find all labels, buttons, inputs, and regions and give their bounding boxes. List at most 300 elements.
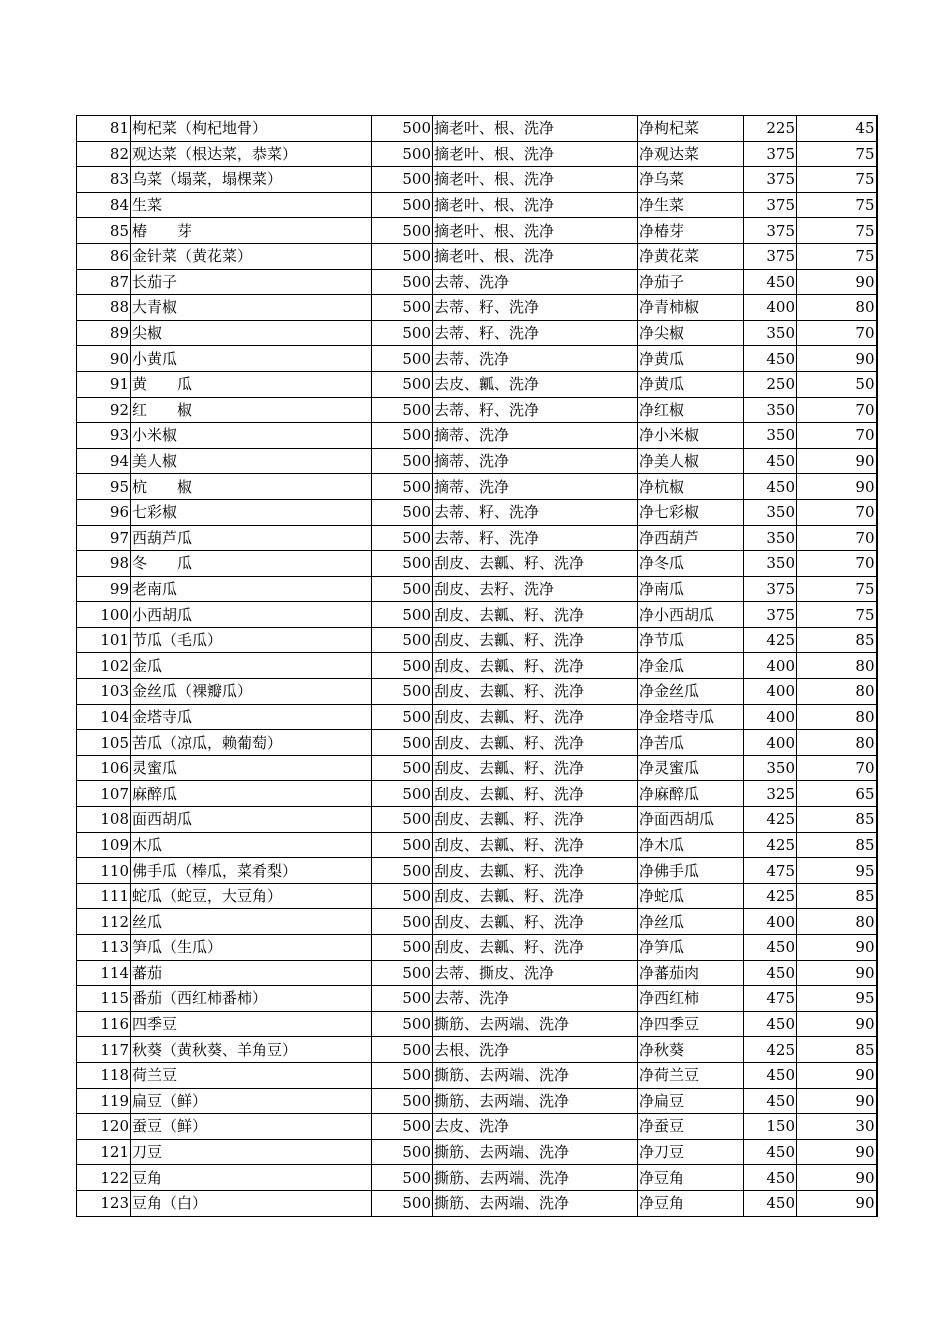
net-product-name-cell: 净小米椒 [638,423,744,449]
raw-weight-cell: 500 [372,858,433,884]
net-product-name-cell: 净冬瓜 [638,551,744,577]
net-product-name-cell: 净麻醉瓜 [638,781,744,807]
raw-weight-cell: 500 [372,653,433,679]
vegetable-name-cell: 面西胡瓜 [131,807,372,833]
yield-rate-cell: 80 [797,679,877,705]
table-row [77,346,877,372]
table-row [77,551,877,577]
vegetable-name-cell: 刀豆 [131,1139,372,1165]
raw-weight-cell: 500 [372,602,433,628]
net-weight-cell: 250 [744,371,797,397]
yield-rate-cell: 95 [797,858,877,884]
row-number-cell: 109 [77,832,131,858]
net-product-name-cell: 净杭椒 [638,474,744,500]
net-product-name-cell: 净蛇瓜 [638,883,744,909]
raw-weight-cell: 500 [372,909,433,935]
row-number-cell: 120 [77,1114,131,1140]
raw-weight-cell: 500 [372,704,433,730]
yield-rate-cell: 75 [797,192,877,218]
net-weight-cell: 375 [744,576,797,602]
row-number-cell: 96 [77,499,131,525]
net-product-name-cell: 净蚕豆 [638,1114,744,1140]
net-product-name-cell: 净黄瓜 [638,346,744,372]
yield-rate-cell: 70 [797,525,877,551]
yield-rate-cell: 80 [797,295,877,321]
table-row [77,499,877,525]
vegetable-name-cell: 乌菜（塌菜，塌棵菜） [131,167,372,193]
row-number-cell: 82 [77,141,131,167]
vegetable-name-cell: 豆角（白） [131,1190,372,1216]
processing-method-cell: 刮皮、去瓤、籽、洗净 [433,832,638,858]
processing-method-cell: 刮皮、去瓤、籽、洗净 [433,730,638,756]
net-product-name-cell: 净小西胡瓜 [638,602,744,628]
net-weight-cell: 400 [744,704,797,730]
yield-rate-cell: 80 [797,730,877,756]
net-product-name-cell: 净豆角 [638,1165,744,1191]
vegetable-name-cell: 节瓜（毛瓜） [131,627,372,653]
net-product-name-cell: 净佛手瓜 [638,858,744,884]
vegetable-name-cell: 金瓜 [131,653,372,679]
vegetable-name-cell: 豆角 [131,1165,372,1191]
processing-method-cell: 刮皮、去瓤、籽、洗净 [433,653,638,679]
vegetable-name-cell: 杭 椒 [131,474,372,500]
raw-weight-cell: 500 [372,551,433,577]
yield-rate-cell: 85 [797,832,877,858]
net-product-name-cell: 净荷兰豆 [638,1062,744,1088]
vegetable-name-cell: 金丝瓜（裸瓣瓜） [131,679,372,705]
table-row [77,627,877,653]
row-number-cell: 116 [77,1011,131,1037]
processing-method-cell: 摘蒂、洗净 [433,448,638,474]
net-weight-cell: 425 [744,832,797,858]
net-weight-cell: 425 [744,883,797,909]
row-number-cell: 88 [77,295,131,321]
table-row [77,755,877,781]
raw-weight-cell: 500 [372,423,433,449]
processing-method-cell: 去蒂、籽、洗净 [433,397,638,423]
table-row [77,909,877,935]
table-row [77,320,877,346]
row-number-cell: 83 [77,167,131,193]
vegetable-name-cell: 红 椒 [131,397,372,423]
table-row [77,371,877,397]
net-weight-cell: 350 [744,320,797,346]
table-row [77,474,877,500]
raw-weight-cell: 500 [372,1114,433,1140]
raw-weight-cell: 500 [372,448,433,474]
yield-rate-cell: 45 [797,116,877,142]
net-product-name-cell: 净灵蜜瓜 [638,755,744,781]
raw-weight-cell: 500 [372,371,433,397]
vegetable-name-cell: 佛手瓜（棒瓜，菜肴梨） [131,858,372,884]
table-row [77,1037,877,1063]
table-row [77,141,877,167]
net-weight-cell: 425 [744,627,797,653]
row-number-cell: 121 [77,1139,131,1165]
vegetable-name-cell: 扁豆（鲜） [131,1088,372,1114]
raw-weight-cell: 500 [372,755,433,781]
raw-weight-cell: 500 [372,1165,433,1191]
net-weight-cell: 375 [744,192,797,218]
vegetable-name-cell: 丝瓜 [131,909,372,935]
row-number-cell: 86 [77,243,131,269]
table-row [77,576,877,602]
row-number-cell: 98 [77,551,131,577]
row-number-cell: 107 [77,781,131,807]
raw-weight-cell: 500 [372,474,433,500]
net-weight-cell: 450 [744,474,797,500]
row-number-cell: 102 [77,653,131,679]
row-number-cell: 87 [77,269,131,295]
yield-rate-cell: 90 [797,1165,877,1191]
raw-weight-cell: 500 [372,1011,433,1037]
net-product-name-cell: 净扁豆 [638,1088,744,1114]
raw-weight-cell: 500 [372,1139,433,1165]
table-row [77,960,877,986]
vegetable-name-cell: 苦瓜（凉瓜，赖葡萄） [131,730,372,756]
processing-method-cell: 撕筋、去两端、洗净 [433,1088,638,1114]
table-row [77,1011,877,1037]
net-weight-cell: 450 [744,960,797,986]
raw-weight-cell: 500 [372,525,433,551]
table-row [77,986,877,1012]
raw-weight-cell: 500 [372,807,433,833]
raw-weight-cell: 500 [372,960,433,986]
row-number-cell: 99 [77,576,131,602]
vegetable-yield-table [76,115,878,1217]
yield-rate-cell: 75 [797,576,877,602]
row-number-cell: 105 [77,730,131,756]
net-weight-cell: 350 [744,499,797,525]
net-product-name-cell: 净枸杞菜 [638,116,744,142]
row-number-cell: 108 [77,807,131,833]
vegetable-name-cell: 枸杞菜（枸杞地骨） [131,116,372,142]
vegetable-name-cell: 小西胡瓜 [131,602,372,628]
yield-rate-cell: 90 [797,935,877,961]
vegetable-name-cell: 蛇瓜（蛇豆，大豆角） [131,883,372,909]
vegetable-name-cell: 蕃茄 [131,960,372,986]
net-product-name-cell: 净笋瓜 [638,935,744,961]
raw-weight-cell: 500 [372,243,433,269]
raw-weight-cell: 500 [372,1062,433,1088]
net-product-name-cell: 净丝瓜 [638,909,744,935]
processing-method-cell: 摘老叶、根、洗净 [433,243,638,269]
raw-weight-cell: 500 [372,832,433,858]
row-number-cell: 103 [77,679,131,705]
net-product-name-cell: 净金丝瓜 [638,679,744,705]
raw-weight-cell: 500 [372,346,433,372]
net-weight-cell: 450 [744,1011,797,1037]
vegetable-name-cell: 木瓜 [131,832,372,858]
net-weight-cell: 450 [744,1139,797,1165]
row-number-cell: 119 [77,1088,131,1114]
net-product-name-cell: 净四季豆 [638,1011,744,1037]
raw-weight-cell: 500 [372,269,433,295]
row-number-cell: 101 [77,627,131,653]
row-number-cell: 113 [77,935,131,961]
vegetable-name-cell: 长茄子 [131,269,372,295]
yield-rate-cell: 70 [797,499,877,525]
row-number-cell: 90 [77,346,131,372]
table-row [77,1165,877,1191]
vegetable-name-cell: 美人椒 [131,448,372,474]
processing-method-cell: 摘老叶、根、洗净 [433,192,638,218]
processing-method-cell: 刮皮、去瓤、籽、洗净 [433,781,638,807]
processing-method-cell: 去蒂、籽、洗净 [433,295,638,321]
processing-method-cell: 撕筋、去两端、洗净 [433,1190,638,1216]
row-number-cell: 122 [77,1165,131,1191]
row-number-cell: 92 [77,397,131,423]
yield-rate-cell: 65 [797,781,877,807]
net-weight-cell: 375 [744,602,797,628]
net-product-name-cell: 净节瓜 [638,627,744,653]
vegetable-name-cell: 尖椒 [131,320,372,346]
table-row [77,679,877,705]
net-weight-cell: 350 [744,551,797,577]
net-product-name-cell: 净七彩椒 [638,499,744,525]
net-product-name-cell: 净生菜 [638,192,744,218]
net-weight-cell: 150 [744,1114,797,1140]
net-weight-cell: 400 [744,730,797,756]
raw-weight-cell: 500 [372,116,433,142]
net-weight-cell: 325 [744,781,797,807]
table-row [77,832,877,858]
net-weight-cell: 350 [744,423,797,449]
vegetable-name-cell: 生菜 [131,192,372,218]
vegetable-name-cell: 灵蜜瓜 [131,755,372,781]
raw-weight-cell: 500 [372,576,433,602]
processing-method-cell: 刮皮、去瓤、籽、洗净 [433,602,638,628]
net-weight-cell: 475 [744,986,797,1012]
raw-weight-cell: 500 [372,320,433,346]
table-row [77,295,877,321]
table-row [77,1114,877,1140]
processing-method-cell: 刮皮、去瓤、籽、洗净 [433,858,638,884]
net-product-name-cell: 净木瓜 [638,832,744,858]
net-product-name-cell: 净黄瓜 [638,371,744,397]
yield-rate-cell: 75 [797,243,877,269]
raw-weight-cell: 500 [372,218,433,244]
table-row [77,269,877,295]
yield-rate-cell: 80 [797,909,877,935]
table-row [77,781,877,807]
yield-rate-cell: 90 [797,1011,877,1037]
processing-method-cell: 去蒂、籽、洗净 [433,499,638,525]
processing-method-cell: 去蒂、洗净 [433,346,638,372]
processing-method-cell: 去根、洗净 [433,1037,638,1063]
raw-weight-cell: 500 [372,1088,433,1114]
processing-method-cell: 撕筋、去两端、洗净 [433,1011,638,1037]
table-row [77,397,877,423]
table-row [77,423,877,449]
raw-weight-cell: 500 [372,730,433,756]
net-product-name-cell: 净蕃茄肉 [638,960,744,986]
row-number-cell: 95 [77,474,131,500]
net-weight-cell: 425 [744,1037,797,1063]
row-number-cell: 106 [77,755,131,781]
net-product-name-cell: 净南瓜 [638,576,744,602]
table-row [77,602,877,628]
vegetable-name-cell: 荷兰豆 [131,1062,372,1088]
yield-rate-cell: 70 [797,423,877,449]
yield-rate-cell: 50 [797,371,877,397]
row-number-cell: 84 [77,192,131,218]
row-number-cell: 89 [77,320,131,346]
processing-method-cell: 摘蒂、洗净 [433,474,638,500]
processing-method-cell: 撕筋、去两端、洗净 [433,1139,638,1165]
yield-rate-cell: 70 [797,320,877,346]
row-number-cell: 100 [77,602,131,628]
yield-rate-cell: 70 [797,755,877,781]
yield-rate-cell: 85 [797,807,877,833]
vegetable-name-cell: 老南瓜 [131,576,372,602]
net-weight-cell: 450 [744,1088,797,1114]
processing-method-cell: 刮皮、去瓤、籽、洗净 [433,627,638,653]
net-product-name-cell: 净金塔寺瓜 [638,704,744,730]
row-number-cell: 115 [77,986,131,1012]
vegetable-name-cell: 西葫芦瓜 [131,525,372,551]
yield-rate-cell: 90 [797,346,877,372]
table-row [77,1062,877,1088]
processing-method-cell: 去蒂、籽、洗净 [433,320,638,346]
row-number-cell: 81 [77,116,131,142]
vegetable-name-cell: 小米椒 [131,423,372,449]
processing-method-cell: 刮皮、去瓤、籽、洗净 [433,909,638,935]
vegetable-name-cell: 麻醉瓜 [131,781,372,807]
raw-weight-cell: 500 [372,499,433,525]
yield-rate-cell: 80 [797,704,877,730]
vegetable-name-cell: 金塔寺瓜 [131,704,372,730]
raw-weight-cell: 500 [372,397,433,423]
processing-method-cell: 刮皮、去瓤、籽、洗净 [433,807,638,833]
processing-method-cell: 摘老叶、根、洗净 [433,218,638,244]
net-weight-cell: 225 [744,116,797,142]
yield-rate-cell: 75 [797,167,877,193]
net-product-name-cell: 净黄花菜 [638,243,744,269]
row-number-cell: 97 [77,525,131,551]
row-number-cell: 85 [77,218,131,244]
processing-method-cell: 摘老叶、根、洗净 [433,116,638,142]
yield-rate-cell: 80 [797,653,877,679]
row-number-cell: 118 [77,1062,131,1088]
net-weight-cell: 450 [744,1062,797,1088]
net-product-name-cell: 净刀豆 [638,1139,744,1165]
yield-rate-cell: 90 [797,1088,877,1114]
raw-weight-cell: 500 [372,935,433,961]
table-row [77,1088,877,1114]
yield-rate-cell: 85 [797,1037,877,1063]
net-product-name-cell: 净苦瓜 [638,730,744,756]
table-row [77,858,877,884]
vegetable-name-cell: 蚕豆（鲜） [131,1114,372,1140]
net-weight-cell: 350 [744,525,797,551]
net-weight-cell: 400 [744,679,797,705]
net-product-name-cell: 净青柿椒 [638,295,744,321]
yield-rate-cell: 90 [797,960,877,986]
processing-method-cell: 刮皮、去瓤、籽、洗净 [433,679,638,705]
net-product-name-cell: 净乌菜 [638,167,744,193]
yield-rate-cell: 95 [797,986,877,1012]
row-number-cell: 112 [77,909,131,935]
yield-rate-cell: 75 [797,602,877,628]
yield-rate-cell: 85 [797,627,877,653]
net-weight-cell: 375 [744,141,797,167]
row-number-cell: 93 [77,423,131,449]
net-weight-cell: 450 [744,346,797,372]
net-weight-cell: 400 [744,295,797,321]
vegetable-name-cell: 观达菜（根达菜，恭菜） [131,141,372,167]
table-row [77,704,877,730]
table-row [77,448,877,474]
net-weight-cell: 375 [744,218,797,244]
processing-method-cell: 去蒂、洗净 [433,986,638,1012]
vegetable-name-cell: 大青椒 [131,295,372,321]
vegetable-name-cell: 小黄瓜 [131,346,372,372]
yield-rate-cell: 90 [797,1190,877,1216]
table-row [77,653,877,679]
yield-rate-cell: 75 [797,141,877,167]
processing-method-cell: 刮皮、去瓤、籽、洗净 [433,935,638,961]
yield-rate-cell: 90 [797,474,877,500]
raw-weight-cell: 500 [372,1037,433,1063]
processing-method-cell: 摘老叶、根、洗净 [433,167,638,193]
net-product-name-cell: 净美人椒 [638,448,744,474]
processing-method-cell: 摘蒂、洗净 [433,423,638,449]
row-number-cell: 123 [77,1190,131,1216]
vegetable-name-cell: 金针菜（黄花菜） [131,243,372,269]
processing-method-cell: 去蒂、洗净 [433,269,638,295]
net-weight-cell: 375 [744,243,797,269]
net-weight-cell: 450 [744,935,797,961]
raw-weight-cell: 500 [372,1190,433,1216]
yield-rate-cell: 90 [797,1062,877,1088]
table-row [77,525,877,551]
net-product-name-cell: 净茄子 [638,269,744,295]
net-product-name-cell: 净观达菜 [638,141,744,167]
vegetable-name-cell: 四季豆 [131,1011,372,1037]
vegetable-name-cell: 黄 瓜 [131,371,372,397]
processing-method-cell: 去蒂、籽、洗净 [433,525,638,551]
vegetable-name-cell: 冬 瓜 [131,551,372,577]
processing-method-cell: 刮皮、去瓤、籽、洗净 [433,704,638,730]
net-weight-cell: 425 [744,807,797,833]
processing-method-cell: 刮皮、去瓤、籽、洗净 [433,883,638,909]
net-product-name-cell: 净红椒 [638,397,744,423]
net-weight-cell: 400 [744,909,797,935]
raw-weight-cell: 500 [372,167,433,193]
table-row [77,1139,877,1165]
table-row [77,218,877,244]
net-weight-cell: 450 [744,269,797,295]
table-row [77,167,877,193]
net-weight-cell: 450 [744,1190,797,1216]
raw-weight-cell: 500 [372,781,433,807]
row-number-cell: 114 [77,960,131,986]
table-row [77,1190,877,1216]
row-number-cell: 104 [77,704,131,730]
raw-weight-cell: 500 [372,192,433,218]
processing-method-cell: 撕筋、去两端、洗净 [433,1062,638,1088]
vegetable-name-cell: 笋瓜（生瓜） [131,935,372,961]
yield-rate-cell: 90 [797,448,877,474]
net-weight-cell: 475 [744,858,797,884]
raw-weight-cell: 500 [372,295,433,321]
net-weight-cell: 450 [744,1165,797,1191]
yield-rate-cell: 70 [797,551,877,577]
raw-weight-cell: 500 [372,883,433,909]
table-row [77,807,877,833]
net-product-name-cell: 净秋葵 [638,1037,744,1063]
